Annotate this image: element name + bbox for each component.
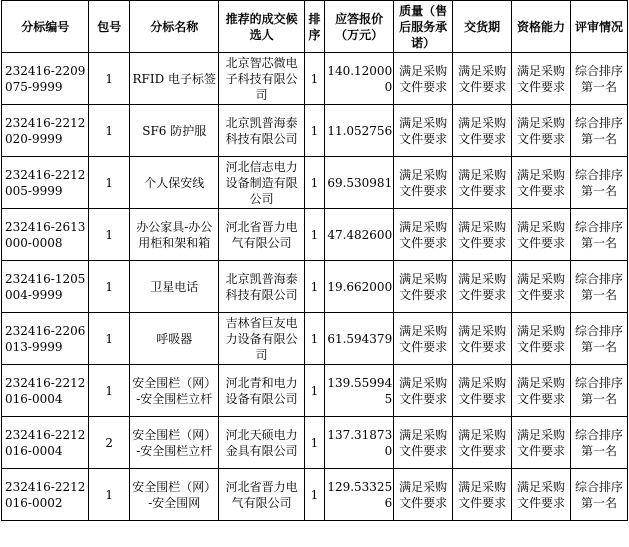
table-row <box>2 157 628 209</box>
cell-review: 综合排序第一名 <box>571 417 628 469</box>
cell-candidate: 吉林省巨友电力设备有限公司 <box>219 313 304 365</box>
table-row <box>2 105 628 157</box>
cell-review: 综合排序第一名 <box>571 105 628 157</box>
cell-lot-no: 232416-2212020-9999 <box>2 105 89 157</box>
cell-package: 1 <box>89 209 130 261</box>
header-review: 评审情况 <box>571 1 628 53</box>
cell-lot-name: 安全围栏（网）-安全围栏立杆 <box>130 365 219 417</box>
cell-delivery: 满足采购文件要求 <box>453 313 512 365</box>
cell-delivery: 满足采购文件要求 <box>453 469 512 521</box>
cell-review: 综合排序第一名 <box>571 53 628 105</box>
cell-candidate: 河北省晋力电气有限公司 <box>219 209 304 261</box>
cell-rank: 1 <box>304 469 324 521</box>
cell-quality: 满足采购文件要求 <box>394 105 453 157</box>
cell-quality: 满足采购文件要求 <box>394 53 453 105</box>
cell-lot-no: 232416-2212005-9999 <box>2 157 89 209</box>
cell-quality: 满足采购文件要求 <box>394 417 453 469</box>
cell-package: 1 <box>89 105 130 157</box>
cell-rank: 1 <box>304 313 324 365</box>
cell-qualification: 满足采购文件要求 <box>512 313 571 365</box>
cell-qualification: 满足采购文件要求 <box>512 261 571 313</box>
cell-lot-no: 232416-2206013-9999 <box>2 313 89 365</box>
cell-package: 1 <box>89 469 130 521</box>
table-row <box>2 209 628 261</box>
header-package: 包号 <box>89 1 130 53</box>
cell-package: 1 <box>89 313 130 365</box>
cell-delivery: 满足采购文件要求 <box>453 157 512 209</box>
header-lot-name: 分标名称 <box>130 1 219 53</box>
cell-review: 综合排序第一名 <box>571 469 628 521</box>
table-row <box>2 469 628 521</box>
cell-delivery: 满足采购文件要求 <box>453 209 512 261</box>
cell-price: 61.594379 <box>325 313 394 365</box>
cell-lot-no: 232416-2212016-0004 <box>2 417 89 469</box>
table-row <box>2 313 628 365</box>
cell-price: 69.530981 <box>325 157 394 209</box>
cell-package: 1 <box>89 53 130 105</box>
cell-package: 1 <box>89 261 130 313</box>
cell-quality: 满足采购文件要求 <box>394 469 453 521</box>
bid-result-table <box>1 0 628 521</box>
table-row <box>2 417 628 469</box>
cell-delivery: 满足采购文件要求 <box>453 53 512 105</box>
cell-review: 综合排序第一名 <box>571 261 628 313</box>
cell-rank: 1 <box>304 53 324 105</box>
cell-quality: 满足采购文件要求 <box>394 365 453 417</box>
cell-review: 综合排序第一名 <box>571 313 628 365</box>
cell-lot-no: 232416-1205004-9999 <box>2 261 89 313</box>
header-quality: 质量（售后服务承诺） <box>394 1 453 53</box>
cell-lot-name: 安全围栏（网）-安全围网 <box>130 469 219 521</box>
cell-qualification: 满足采购文件要求 <box>512 365 571 417</box>
cell-candidate: 河北青和电力设备有限公司 <box>219 365 304 417</box>
cell-lot-name: 安全围栏（网）-安全围栏立杆 <box>130 417 219 469</box>
cell-rank: 1 <box>304 365 324 417</box>
cell-delivery: 满足采购文件要求 <box>453 261 512 313</box>
cell-candidate: 河北天硕电力金具有限公司 <box>219 417 304 469</box>
cell-lot-no: 232416-2209075-9999 <box>2 53 89 105</box>
cell-price: 129.533256 <box>325 469 394 521</box>
cell-lot-no: 232416-2212016-0004 <box>2 365 89 417</box>
cell-review: 综合排序第一名 <box>571 365 628 417</box>
cell-package: 2 <box>89 417 130 469</box>
header-qualification: 资格能力 <box>512 1 571 53</box>
table-row <box>2 365 628 417</box>
header-price: 应答报价（万元） <box>325 1 394 53</box>
cell-delivery: 满足采购文件要求 <box>453 417 512 469</box>
table-row <box>2 261 628 313</box>
cell-price: 47.482600 <box>325 209 394 261</box>
cell-review: 综合排序第一名 <box>571 209 628 261</box>
cell-candidate: 河北信志电力设备制造有限公司 <box>219 157 304 209</box>
cell-delivery: 满足采购文件要求 <box>453 365 512 417</box>
cell-quality: 满足采购文件要求 <box>394 313 453 365</box>
cell-quality: 满足采购文件要求 <box>394 157 453 209</box>
cell-price: 11.052756 <box>325 105 394 157</box>
cell-qualification: 满足采购文件要求 <box>512 209 571 261</box>
cell-quality: 满足采购文件要求 <box>394 209 453 261</box>
cell-lot-name: SF6 防护服 <box>130 105 219 157</box>
cell-price: 139.559945 <box>325 365 394 417</box>
cell-rank: 1 <box>304 417 324 469</box>
cell-review: 综合排序第一名 <box>571 157 628 209</box>
cell-quality: 满足采购文件要求 <box>394 261 453 313</box>
cell-rank: 1 <box>304 157 324 209</box>
cell-package: 1 <box>89 157 130 209</box>
cell-lot-name: 个人保安线 <box>130 157 219 209</box>
cell-rank: 1 <box>304 209 324 261</box>
cell-price: 137.318730 <box>325 417 394 469</box>
cell-qualification: 满足采购文件要求 <box>512 469 571 521</box>
cell-package: 1 <box>89 365 130 417</box>
cell-delivery: 满足采购文件要求 <box>453 105 512 157</box>
header-lot-no: 分标编号 <box>2 1 89 53</box>
header-delivery: 交货期 <box>453 1 512 53</box>
cell-qualification: 满足采购文件要求 <box>512 417 571 469</box>
cell-price: 140.120000 <box>325 53 394 105</box>
header-rank: 排序 <box>304 1 324 53</box>
cell-price: 19.662000 <box>325 261 394 313</box>
cell-qualification: 满足采购文件要求 <box>512 105 571 157</box>
cell-candidate: 北京凯普海泰科技有限公司 <box>219 105 304 157</box>
cell-rank: 1 <box>304 105 324 157</box>
cell-candidate: 河北省晋力电气有限公司 <box>219 469 304 521</box>
cell-lot-name: 卫星电话 <box>130 261 219 313</box>
cell-lot-no: 232416-2613000-0008 <box>2 209 89 261</box>
cell-candidate: 北京凯普海泰科技有限公司 <box>219 261 304 313</box>
cell-lot-name: 办公家具-办公用柜和架和箱 <box>130 209 219 261</box>
cell-candidate: 北京智芯微电子科技有限公司 <box>219 53 304 105</box>
table-body <box>2 53 628 521</box>
cell-rank: 1 <box>304 261 324 313</box>
header-row <box>2 1 628 53</box>
table-row <box>2 53 628 105</box>
cell-qualification: 满足采购文件要求 <box>512 53 571 105</box>
cell-lot-no: 232416-2212016-0002 <box>2 469 89 521</box>
cell-lot-name: RFID 电子标签 <box>130 53 219 105</box>
cell-lot-name: 呼吸器 <box>130 313 219 365</box>
header-candidate: 推荐的成交候选人 <box>219 1 304 53</box>
cell-qualification: 满足采购文件要求 <box>512 157 571 209</box>
